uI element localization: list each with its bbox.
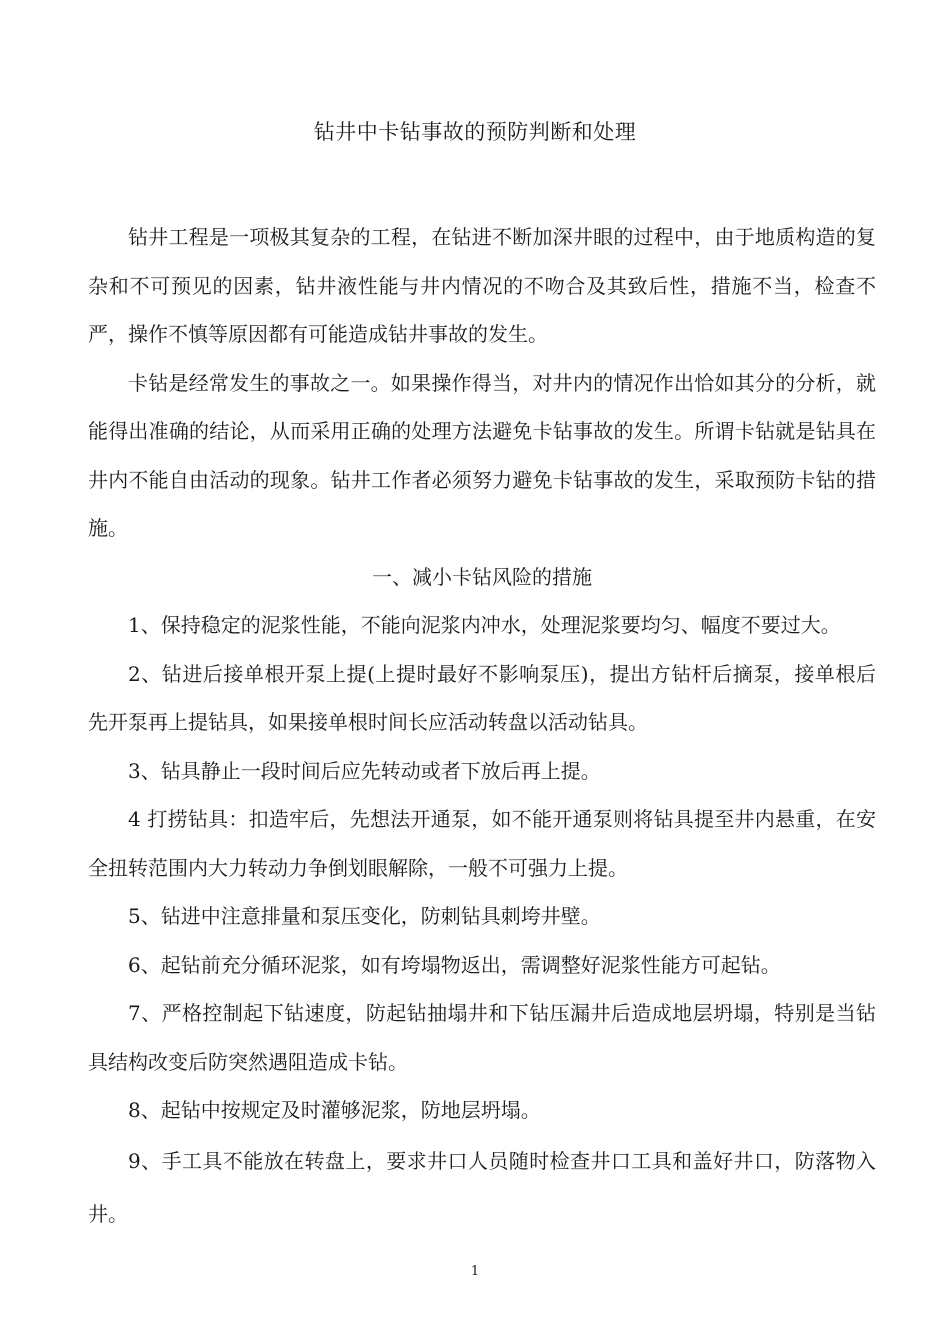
document-title: 钻井中卡钻事故的预防判断和处理 (313, 120, 637, 144)
measure-item: 6、起钻前充分循环泥浆，如有垮塌物返出，需调整好泥浆性能方可起钻。 (128, 952, 781, 977)
measure-item: 7、严格控制起下钻速度，防起钻抽塌井和下钻压漏井后造成地层坍塌，特别是当钻具结构改变后防突然遇阻造成卡钻。 (88, 1001, 876, 1074)
intro-paragraph: 钻井工程是一项极其复杂的工程，在钻进不断加深井眼的过程中，由于地质构造的复杂和不可预见的因素，钻井液性能与井内情况的不吻合及其致后性，措施不当，检查不严，操作不慎等原因都有可能造成钻井事故的发生。 (88, 225, 876, 346)
measure-item: 4 打捞钻具：扣造牢后，先想法开通泵，如不能开通泵则将钻具提至井内悬重，在安全扭转范围内大力转动力争倒划眼解除，一般不可强力上提。 (88, 807, 876, 880)
measure-item: 8、起钻中按规定及时灌够泥浆，防地层坍塌。 (128, 1098, 541, 1122)
section-heading: 一、减小卡钻风险的措施 (372, 564, 592, 589)
intro-paragraph: 卡钻是经常发生的事故之一。如果操作得当，对井内的情况作出恰如其分的分析，就能得出准确的结论，从而采用正确的处理方法避免卡钻事故的发生。所谓卡钻就是钻具在井内不能自由活动的现象。钻井工作者必须努力避免卡钻事故的发生，采取预防卡钻的措施。 (88, 370, 876, 540)
measure-item: 2、钻进后接单根开泵上提(上提时最好不影响泵压)，提出方钻杆后摘泵，接单根后先开泵再上提钻具，如果接单根时间长应活动转盘以活动钻具。 (88, 661, 876, 734)
measure-item: 5、钻进中注意排量和泵压变化，防刺钻具刺垮井壁。 (128, 904, 601, 928)
page-number: 1 (470, 1264, 480, 1279)
measure-item: 1、保持稳定的泥浆性能，不能向泥浆内冲水，处理泥浆要均匀、幅度不要过大。 (128, 613, 841, 637)
measure-item: 3、钻具静止一段时间后应先转动或者下放后再上提。 (128, 758, 601, 783)
document-body (88, 213, 876, 1241)
measure-item: 9、手工具不能放在转盘上，要求井口人员随时检查井口工具和盖好井口，防落物入井。 (88, 1148, 876, 1226)
